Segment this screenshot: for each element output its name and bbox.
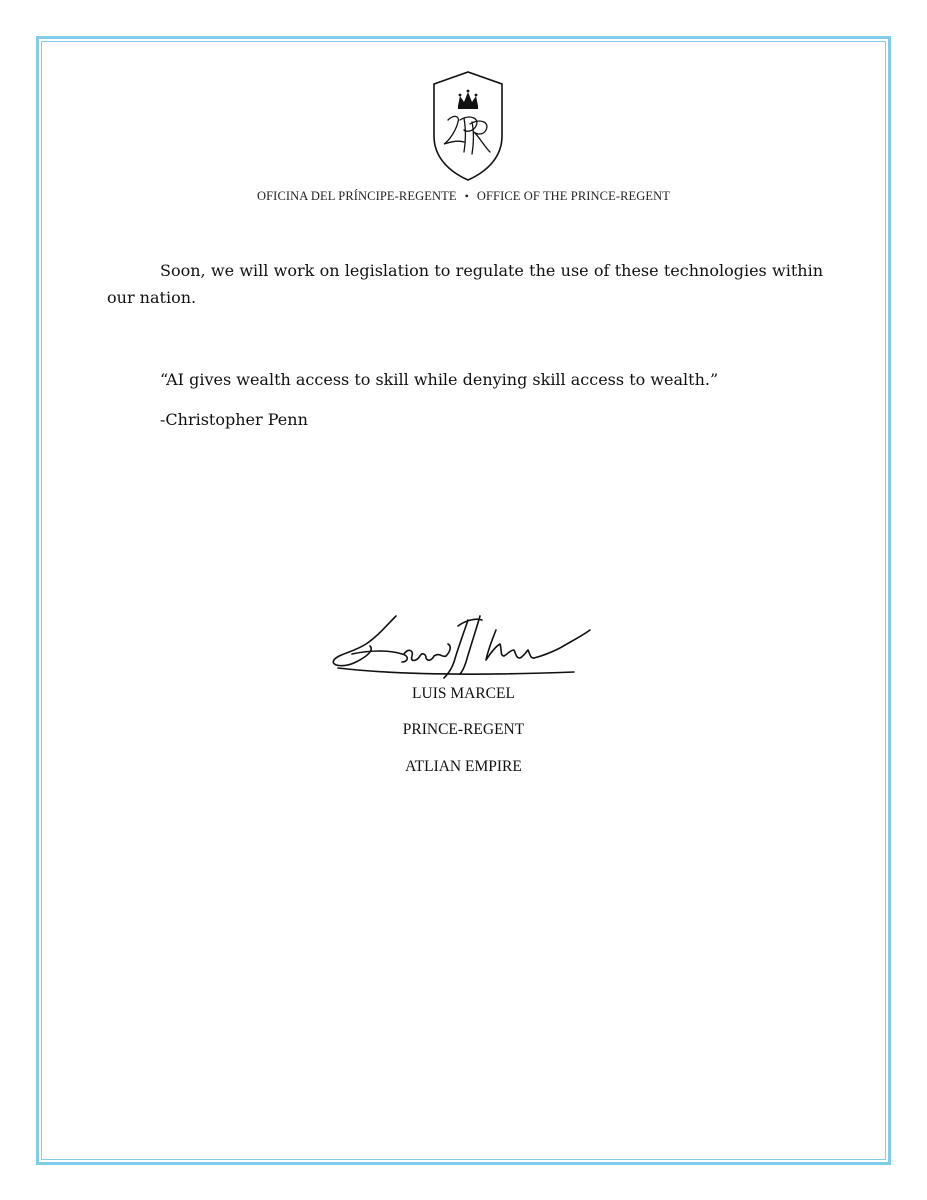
bullet-separator: • [464,189,469,203]
signer-title: PRINCE-REGENT [402,721,525,738]
office-heading [0,189,927,204]
crest-shield-logo [430,70,506,182]
office-name-english: OFFICE OF THE PRINCE-REGENT [476,189,670,203]
monogram-lpr [444,116,490,154]
quote-author: -Christopher Penn [160,410,308,429]
office-name-spanish: OFICINA DEL PRÍNCIPE-REGENTE [257,189,457,203]
signer-name: LUIS MARCEL [412,685,515,702]
crown-icon [458,90,478,109]
body-paragraph: Soon, we will work on legislation to regulate the use of these technologies within our nation. [107,261,823,307]
page-border-inner [41,41,886,1160]
signer-organization: ATLIAN EMPIRE [405,758,522,775]
quote-text: “AI gives wealth access to skill while denying skill access to wealth.” [160,370,719,389]
handwritten-signature [330,610,600,690]
